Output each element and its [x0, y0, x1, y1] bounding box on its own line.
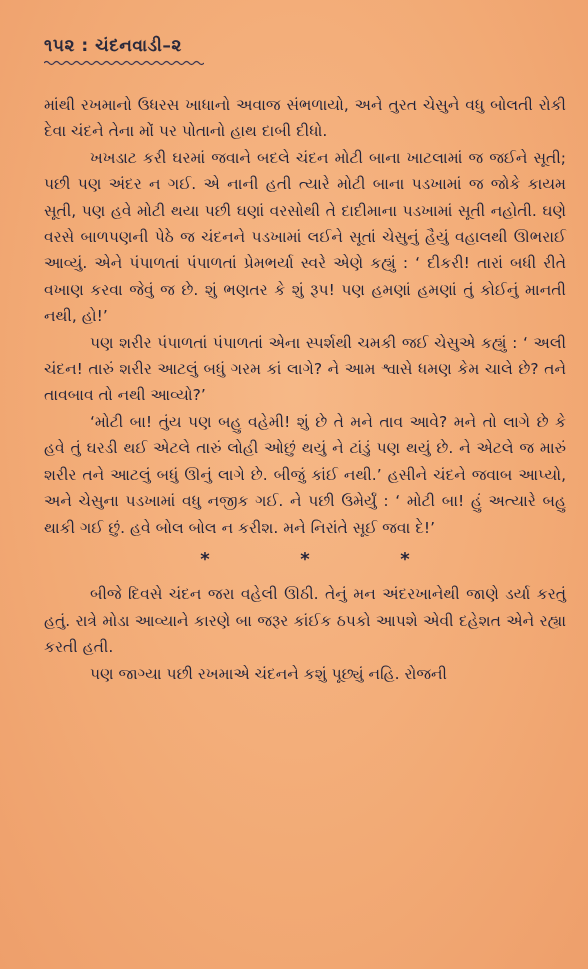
separator-asterisk: * [300, 548, 310, 570]
paragraph: ખખડાટ કરી ઘરમાં જવાને બદલે ચંદન મોટી બાના ખાટલામાં જ જઈને સૂતી; પછી પણ અંદર ન ગઈ. એ નાની હતી ત્યારે મોટી બાના પડખામાં જ જોકે કાયમ સૂતી, પણ હવે મોટી થયા પછી ઘણાં વરસોથી તે દાદીમાના પડખામાં સૂતી નહોતી. ઘણે વરસે બાળપણની પેઠે જ ચંદનને પડખામાં લઈને સૂતાં ચેસુનું હૈયું વહાલથી ઊભરાઈ આવ્યું. એને પંપાળતાં પંપાળતાં પ્રેમભર્યા સ્વરે એણે કહ્યું : ‘ દીકરી! તારાં બધી રીતે વખાણ કરવા જેવું જ છે. શું ભણતર કે શું રૂપ! પણ હમણાં હમણાં તું કોઈનું માનતી નથી, હો!’ [44, 148, 566, 326]
section-separator [155, 547, 455, 573]
paragraph: બીજે દિવસે ચંદન જરા વહેલી ઊઠી. તેનું મન અંદરખાનેથી જાણે ડર્યા કરતું હતું. રાત્રે મોડા આવ્યાને કારણે બા જરૂર કાંઈક ઠપકો આપશે એવી દહેશત એને રહ્યા કરતી હતી. [44, 585, 566, 657]
paragraph: પણ જાગ્યા પછી રખમાએ ચંદનને કશું પૂછ્યું નહિ. રોજની [90, 664, 447, 683]
separator-asterisk: * [200, 548, 210, 570]
header-wavy-rule [44, 60, 204, 66]
body-text [44, 92, 566, 687]
paragraph: પણ શરીર પંપાળતાં પંપાળતાં એના સ્પર્શથી ચમકી જઈ ચેસુએ કહ્યું : ‘ અલી ચંદન! તારું શરીર આટલું બધું ગરમ કાં લાગે? ને આમ શ્વાસે ધમણ કેમ ચાલે છે? તને તાવબાવ તો નથી આવ્યો?’ [44, 333, 566, 405]
separator-asterisk: * [400, 548, 410, 570]
paragraph: ‘મોટી બા! તુંય પણ બહુ વહેમી! શું છે તે મને તાવ આવે? મને તો લાગે છે કે હવે તું ઘરડી થઈ એટલે તારું લોહી ઓછું થયું ને ટાંડું પણ થયું છે. ને એટલે જ મારું શરીર તને આટલું બધું ઊનું લાગે છે. બીજું કાંઈ નથી.’ હસીને ચંદને જવાબ આપ્યો, અને ચેસુના પડખામાં વધુ નજીક ગઈ. ને પછી ઉમેર્યું : ‘ મોટી બા! હું અત્યારે બહુ થાકી ગઈ છું. હવે બોલ બોલ ન કરીશ. મને નિરાંતે સૂઈ જવા દે!’ [44, 412, 566, 537]
paragraph-continuation: માંથી રખમાનો ઉધરસ ખાધાનો અવાજ સંભળાયો, અને તુરત ચેસુને વધુ બોલતી રોકી દેવા ચંદને તેના મોં પર પોતાનો હાથ દાબી દીધો. [44, 96, 566, 141]
running-header: ૧૫૨ : ચંદનવાડી–૨ [44, 36, 182, 56]
